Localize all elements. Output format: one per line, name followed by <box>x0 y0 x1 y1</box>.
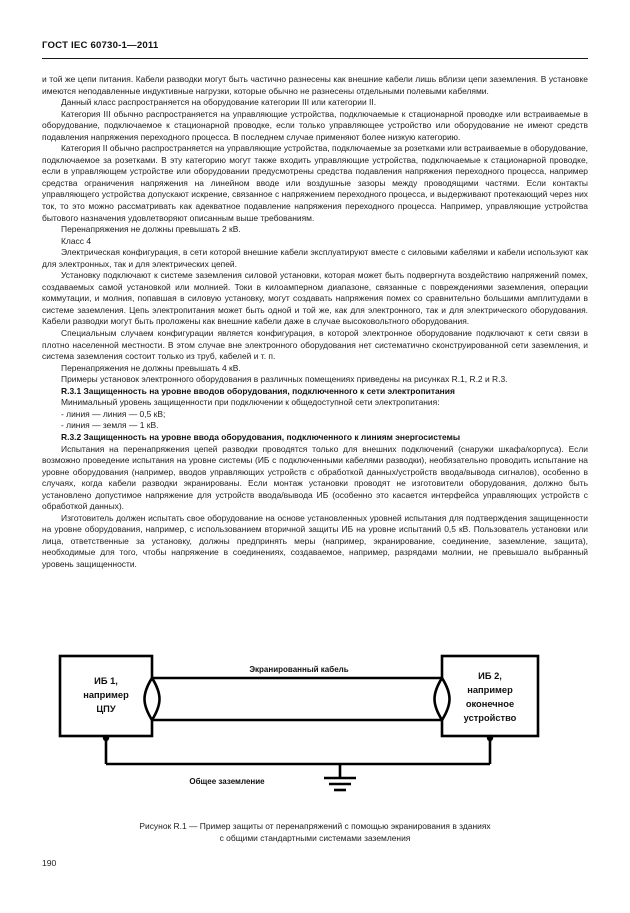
paragraph-10: Перенапряжения не должны превышать 4 кВ. <box>61 362 241 373</box>
paragraph-8: Установку подключают к системе заземления силовой установки, которая может быть подвергнута воздействию напряжений помех, создаваемых самой установкой или молнией. Токи в килоамперном диапазоне, связанные с повреждениями заземления, операции коммутации, и молния, попавшая в силовую установку, могут создавать напряжения помех со сравнительно большими амплитудами в системе заземления. Цепь электропитания может быть одной и той же, как для электронного, так и для электрического оборудования. Кабели разводки могут быть проложены как внешние кабели даже в случае высоковольтного оборудования. <box>42 270 588 327</box>
list-item-line-line: - линия — линия — 0,5 кВ; <box>61 408 166 419</box>
paragraph-13: Испытания на перенапряжения цепей разводки проводятся только для внешних подключений (снаружи шкафа/корпуса). Если возможно проведение испытания на уровне системы (ИБ с подключенными кабелями разводки), необязательно проводить испытание на уровне оборудования (например, вводов управляющих устройств с обработкой данных/устройств ввода/вывода сигналов), особенно в случаях, когда кабели разводки экранированы. Если монтаж установки проводят не изготовители оборудования, должно быть установлено допустимое напряжение для устройств ввода/вывода ИБ (особенно это касается интерфейса управляющих устройств с обработкой данных). <box>42 443 588 512</box>
right-equipment-box <box>442 656 538 736</box>
right-box-line-1: ИБ 2, <box>478 671 502 681</box>
paragraph-3: Категория III обычно распространяется на управляющие устройства, подключаемые к стационарной проводке или встраиваемые в оборудование, подключаемое к стационарной проводке, если только управляющее устройство или оборудование не имеют средств подавления напряжения переходного процесса. В последнем случае применяют более низкую категорию. <box>42 108 588 142</box>
document-body <box>42 74 588 571</box>
cable-label: Экранированный кабель <box>249 665 349 674</box>
left-box-line-1: ИБ 1, <box>94 676 118 686</box>
header-divider <box>42 58 588 59</box>
paragraph-12: Минимальный уровень защищенности при подключении к общедоступной сети электропитания: <box>61 397 440 408</box>
paragraph-7: Электрическая конфигурация, в сети которой внешние кабели эксплуатируют вместе с силовыми кабелями и кабели используют как для электронных, так и для электрических цепей. <box>42 247 588 269</box>
paragraph-2: Данный класс распространяется на оборудование категории III или категории II. <box>61 97 377 108</box>
page-header: ГОСТ IEC 60730-1—2011 <box>42 40 159 51</box>
figure-r-1 <box>42 648 588 808</box>
heading-r-3-1: R.3.1 Защищенность на уровне вводов оборудования, подключенного к сети электропитания <box>61 385 455 396</box>
right-box-line-3: оконечное <box>465 699 515 709</box>
figure-caption-line-1: Рисунок R.1 — Пример защиты от перенапряжений с помощью экранирования в зданиях <box>139 821 491 831</box>
left-earth-node <box>103 735 109 741</box>
paragraph-4: Категория II обычно распространяется на управляющие устройства, подключаемые за розетками или встраиваемые в оборудование, подключаемое за розетками. В эту категорию могут также входить управляющие устройства, подключаемые к стационарной проводке, если в управляющем устройстве или оборудовании предусмотрены средства подавления напряжения переходного процесса, например средства ограничения напряжения на линейном вводе или воздушные зазоры между проводящими частями. Если контакты управляющего устройства допускают искрение, связанное с напряжением переходного процесса, и выдерживают протекающий через них ток, то это можно рассматривать как адекватное подавление напряжения переходного процесса. Например, управляющие устройства бытового назначения удовлетворяют описанным выше требованиям. <box>42 143 588 223</box>
page-number: 190 <box>42 858 57 868</box>
right-box-line-4: устройство <box>463 713 517 723</box>
left-box-line-3: ЦПУ <box>96 704 116 714</box>
paragraph-11: Примеры установок электронного оборудования в различных помещениях приведены на рисунках R.1, R.2 и R.3. <box>61 374 508 385</box>
diagram-shielded-cable <box>42 648 588 808</box>
figure-caption <box>42 820 588 844</box>
heading-r-3-2: R.3.2 Защищенность на уровне ввода оборудования, подключенного к линиям энергосистемы <box>61 431 461 442</box>
list-item-line-earth: - линия — земля — 1 кВ. <box>61 420 159 431</box>
right-earth-node <box>487 735 493 741</box>
paragraph-5: Перенапряжения не должны превышать 2 кВ. <box>61 224 241 235</box>
paragraph-9: Специальным случаем конфигурации является конфигурация, в которой электронное оборудование подключают к сети связи в плотно населенной местности. В этом случае вне электронного оборудования нет систематично сконструированной сети заземления, и система заземления состоит только из труб, кабелей и т. п. <box>42 328 588 362</box>
paragraph-14: Изготовитель должен испытать свое оборудование на основе установленных уровней испытания для подтверждения защищенности на уровне оборудования, например, с использованием вторичной защиты ИБ на уровне испытаний 0,5 кВ. Пользователь установки или лица, ответственные за установку, должны предпринять меры (например, экранирование, соединение, заземление, защита), необходимые для того, чтобы напряжение в соединениях, создаваемое, например, разрядами молнии, не превышало выбранный уровень защищенности. <box>42 512 588 569</box>
left-box-line-2: например <box>83 690 129 700</box>
paragraph-1: и той же цепи питания. Кабели разводки могут быть частично разнесены как внешние кабели лишь вблизи цепи заземления. В установке имеются неподавленные индуктивные нагрузки, которые обычно не разнесены отдельными полевыми кабелями. <box>42 74 588 96</box>
paragraph-6: Класс 4 <box>61 235 92 246</box>
right-box-line-2: например <box>467 685 513 695</box>
figure-caption-line-2: с общими стандартными системами заземления <box>219 833 411 843</box>
ground-label: Общее заземление <box>189 777 265 786</box>
